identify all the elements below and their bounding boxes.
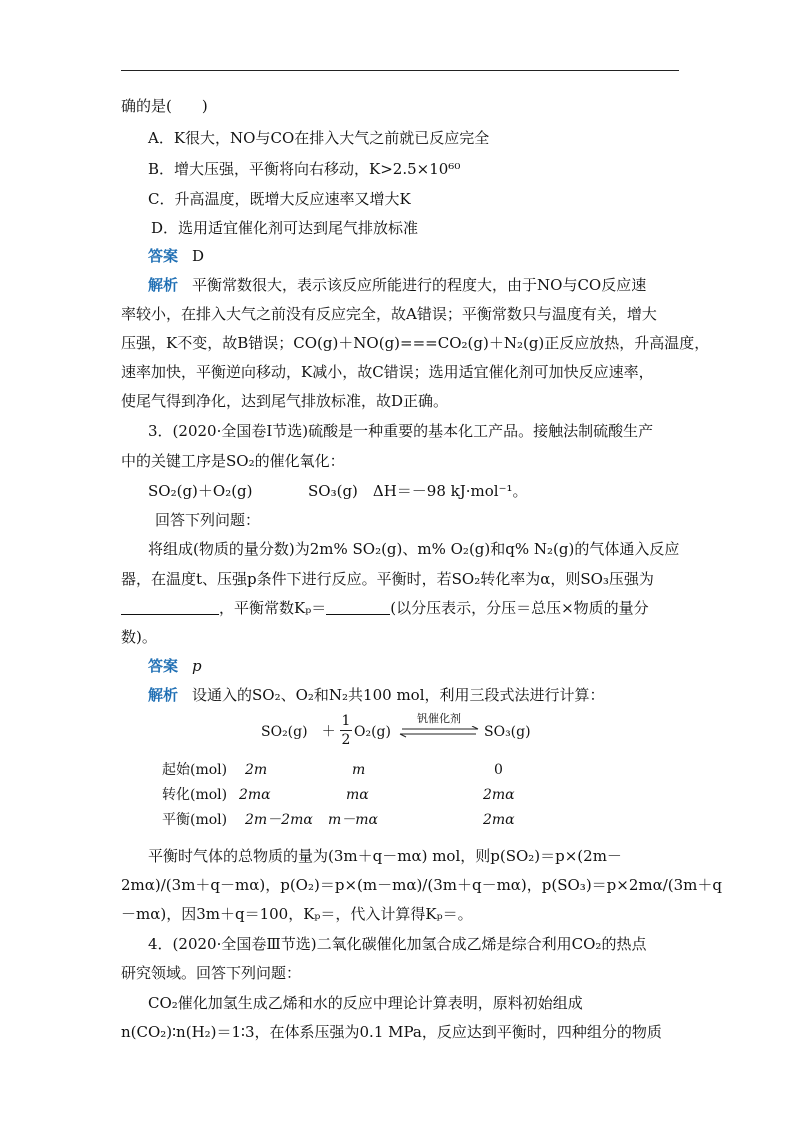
option-d: D．选用适宜催化剂可达到尾气排放标准 [151, 219, 419, 237]
row-equil-c2: m－mα [328, 812, 379, 828]
q3-reaction-right: SO₃(g) ΔH＝－98 kJ·mol⁻¹。 [308, 482, 528, 500]
row-equil-c3: 2mα [483, 812, 515, 828]
row-label-start: 起始(mol) [162, 762, 228, 778]
q3-prompt: 回答下列问题： [155, 511, 261, 529]
row-change-c3: 2mα [483, 787, 515, 803]
q4-line-2: 研究领域。回答下列问题： [121, 964, 302, 982]
analysis-1-line-2: 率较小，在排入大气之前没有反应完全，故A错误；平衡常数只与温度有关，增大 [121, 305, 657, 323]
answer-1 [148, 246, 204, 266]
q3-body-1: 将组成(物质的量分数)为2m% SO₂(g)、m% O₂(g)和q% N₂(g)的气体通入反应 [148, 540, 680, 558]
row-change-c2: mα [346, 787, 369, 803]
row-start-c3: 0 [494, 762, 503, 778]
q3-reaction-left: SO₂(g)＋O₂(g) [148, 482, 253, 500]
eq-mid: O₂(g) [354, 724, 391, 740]
answer-label: 答案 [148, 657, 179, 675]
eq-catalyst: 钒催化剂 [417, 712, 461, 725]
analysis-1-text: 平衡常数很大，表示该反应所能进行的程度大，由于NO与CO反应速 [192, 276, 647, 294]
answer-value: D [192, 247, 205, 265]
row-start-c2: m [352, 762, 366, 778]
analysis-3-tail-2: 2mα)/(3m＋q－mα)，p(O₂)＝p×(m－mα)/(3m＋q－mα)，p(SO₃)＝p×2mα/(3m＋q [121, 876, 723, 894]
question-tail: 确的是( ) [121, 97, 208, 115]
analysis-1-line-3: 压强，K不变，故B错误；CO(g)＋NO(g)===CO₂(g)＋N₂(g)正反应放热，升高温度， [121, 334, 710, 352]
answer-value: p [192, 657, 202, 675]
answer-label: 答案 [148, 247, 179, 265]
analysis-1-line-4: 速率加快，平衡逆向移动，K减小，故C错误；选用适宜催化剂可加快反应速率， [121, 363, 654, 381]
analysis-label: 解析 [148, 686, 179, 704]
eq-left: SO₂(g) ＋ [261, 724, 336, 740]
q3-body-2: 器，在温度t、压强p条件下进行反应。平衡时，若SO₂转化率为α，则SO₃压强为 [121, 570, 654, 588]
q3-blank-mid: ，平衡常数Kₚ＝ [219, 599, 327, 617]
q3-blank-line [121, 598, 649, 618]
answer-3 [148, 656, 202, 676]
row-equil-c1: 2m－2mα [245, 812, 313, 828]
answer-blank-1[interactable] [121, 614, 219, 615]
q3-blank-tail: (以分压表示，分压＝总压×物质的量分 [390, 599, 649, 617]
q3-last-line: 数)。 [121, 628, 157, 646]
row-change-c1: 2mα [239, 787, 271, 803]
eq-right: SO₃(g) [484, 724, 531, 740]
option-c: C．升高温度，既增大反应速率又增大K [148, 190, 411, 208]
equilibrium-arrow-icon [398, 726, 480, 738]
q4-line-3: CO₂催化加氢生成乙烯和水的反应中理论计算表明，原料初始组成 [148, 994, 583, 1012]
row-label-equil: 平衡(mol) [162, 812, 228, 828]
eq-frac-den: 2 [341, 732, 351, 748]
q3-line-1: 3．(2020·全国卷Ⅰ节选)硫酸是一种重要的基本化工产品。接触法制硫酸生产 [148, 422, 654, 440]
q3-line-2: 中的关键工序是SO₂的催化氧化： [121, 452, 345, 470]
analysis-1-line-1 [148, 275, 646, 295]
eq-frac-num: 1 [341, 713, 351, 729]
analysis-3-tail-1: 平衡时气体的总物质的量为(3m＋q－mα) mol，则p(SO₂)＝p×(2m－ [148, 847, 622, 865]
q4-line-4: n(CO₂)∶n(H₂)＝1∶3，在体系压强为0.1 MPa，反应达到平衡时，四种组分的物质 [121, 1023, 662, 1041]
analysis-1-line-5: 使尾气得到净化，达到尾气排放标准，故D正确。 [121, 392, 449, 410]
option-b: B．增大压强，平衡将向右移动，K>2.5×10⁶⁰ [148, 160, 461, 178]
answer-blank-2[interactable] [326, 614, 390, 615]
row-label-change: 转化(mol) [162, 787, 228, 803]
analysis-3-intro-text: 设通入的SO₂、O₂和N₂共100 mol，利用三段式法进行计算： [192, 686, 605, 704]
analysis-3-intro [148, 685, 605, 705]
eq-frac-bar [340, 730, 352, 731]
analysis-3-tail-3: －mα)，因3m＋q＝100，Kₚ＝，代入计算得Kₚ＝。 [121, 905, 473, 923]
row-start-c1: 2m [245, 762, 268, 778]
option-a: A．K很大，NO与CO在排入大气之前就已反应完全 [148, 129, 490, 147]
analysis-label: 解析 [148, 276, 179, 294]
q4-line-1: 4．(2020·全国卷Ⅲ节选)二氧化碳催化加氢合成乙烯是综合利用CO₂的热点 [148, 935, 647, 953]
header-rule [121, 70, 679, 71]
